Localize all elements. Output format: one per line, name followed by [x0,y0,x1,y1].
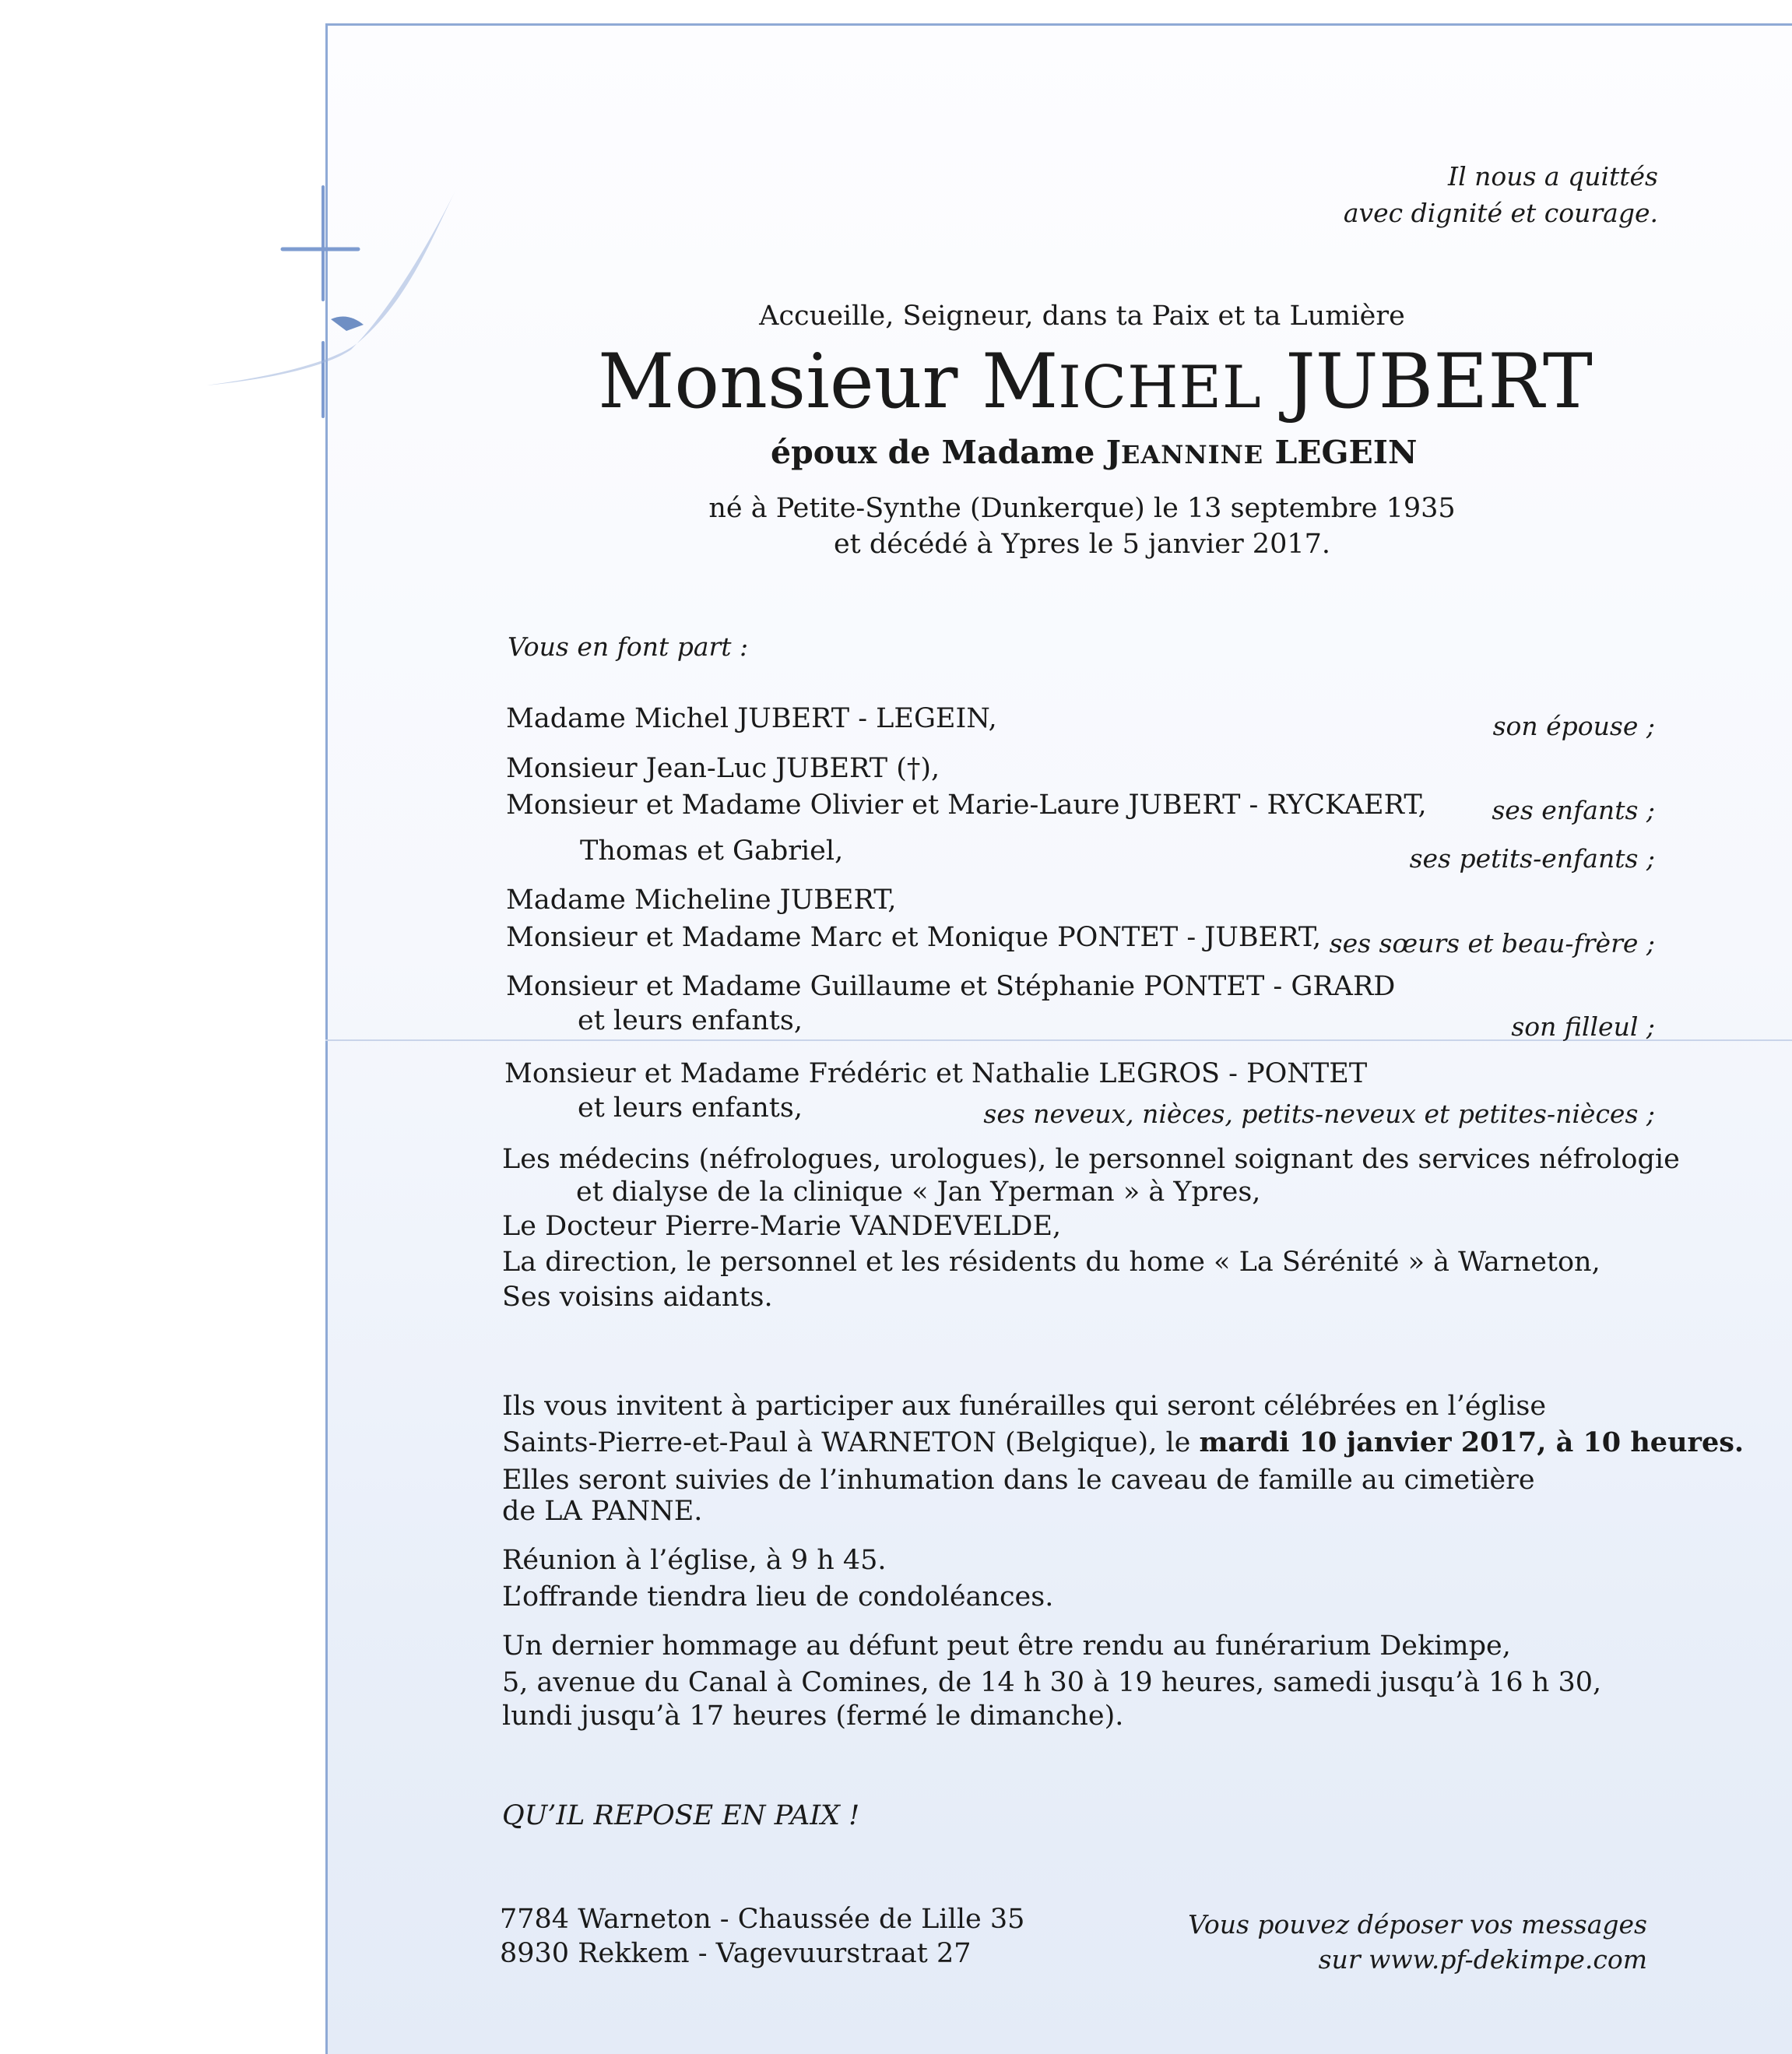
family-relation: ses petits-enfants ; [1409,843,1655,874]
spouse-prefix: époux de Madame [771,434,1095,471]
funeral-line: Elles seront suivies de l’inhumation dans le caveau de famille au cimetière [502,1465,1535,1496]
family-line: et leurs enfants, [578,1005,803,1036]
tribute-line: Un dernier hommage au défunt peut être rendu au funérarium Dekimpe, [502,1630,1511,1662]
first-initial: M [981,338,1059,425]
funeral-line: de LA PANNE. [502,1496,703,1527]
motto-line: avec dignité et courage. [1343,198,1658,228]
messages-line: Vous pouvez déposer vos messages [1188,1909,1647,1940]
family-relation: ses enfants ; [1492,795,1655,825]
prayer-line: Accueille, Seigneur, dans ta Paix et ta Lumière [759,301,1405,332]
family-relation: ses sœurs et beau-frère ; [1329,928,1655,958]
family-relation: ses neveux, nièces, petits-neveux et petites-nièces ; [983,1099,1655,1129]
others-line: La direction, le personnel et les résidents du home « La Sérénité » à Warneton, [502,1247,1601,1278]
intro-line: Vous en font part : [508,631,749,662]
tribute-line: lundi jusqu’à 17 heures (fermé le dimanche). [502,1701,1124,1732]
family-line: Madame Micheline JUBERT, [506,885,897,916]
family-relation: son épouse ; [1492,711,1655,741]
family-line: Thomas et Gabriel, [580,835,844,867]
meeting-line: Réunion à l’église, à 9 h 45. [502,1545,887,1576]
family-line: Monsieur et Madame Olivier et Marie-Laure JUBERT - RYCKAERT, [506,790,1427,821]
family-line: Monsieur Jean-Luc JUBERT (†), [506,753,940,784]
family-relation: son filleul ; [1511,1011,1655,1042]
others-line: et dialyse de la clinique « Jan Yperman » à Ypres, [576,1176,1261,1208]
funeral-line [502,1426,1744,1459]
messages-link[interactable]: sur www.pf-dekimpe.com [1318,1944,1647,1975]
others-line: Le Docteur Pierre-Marie VANDEVELDE, [502,1211,1062,1242]
funeral-line: Ils vous invitent à participer aux funérailles qui seront célébrées en l’église [502,1391,1547,1422]
deceased-name [598,335,1593,434]
spouse-line [771,436,1417,471]
birth-line: né à Petite-Synthe (Dunkerque) le 13 septembre 1935 [708,493,1456,524]
death-line: et décédé à Ypres le 5 janvier 2017. [833,529,1331,560]
others-line: Ses voisins aidants. [502,1282,773,1313]
closing-line: QU’IL REPOSE EN PAIX ! [502,1800,860,1831]
spouse-surname: LEGEIN [1274,434,1418,471]
funeral-church: Saints-Pierre-et-Paul à WARNETON (Belgique), le [502,1427,1200,1458]
tribute-line: 5, avenue du Canal à Comines, de 14 h 30 à 19 heures, samedi jusqu’à 16 h 30, [502,1667,1602,1698]
address-line: 8930 Rekkem - Vagevuurstraat 27 [500,1938,972,1969]
motto-line: Il nous a quittés [1448,161,1658,192]
meeting-line: L’offrande tiendra lieu de condoléances. [502,1581,1054,1613]
family-line: Madame Michel JUBERT - LEGEIN, [506,703,997,734]
family-line: Monsieur et Madame Marc et Monique PONTET - JUBERT, [506,922,1322,953]
family-line: Monsieur et Madame Guillaume et Stéphanie PONTET - GRARD [506,971,1396,1002]
cross-and-dove-icon [199,183,463,424]
funeral-datetime: mardi 10 janvier 2017, à 10 heures. [1199,1426,1745,1458]
family-line: Monsieur et Madame Frédéric et Nathalie LEGROS - PONTET [504,1058,1368,1089]
deceased-surname: JUBERT [1285,338,1593,425]
family-line: et leurs enfants, [578,1092,803,1124]
others-line: Les médecins (néfrologues, urologues), le personnel soignant des services néfrologie [502,1144,1680,1175]
spouse-initial: J [1105,434,1121,471]
address-line: 7784 Warneton - Chaussée de Lille 35 [500,1904,1025,1935]
first-rest: ICHEL [1058,353,1262,421]
deceased-title: Monsieur [598,338,958,425]
spouse-first-rest: EANNINE [1121,440,1264,470]
